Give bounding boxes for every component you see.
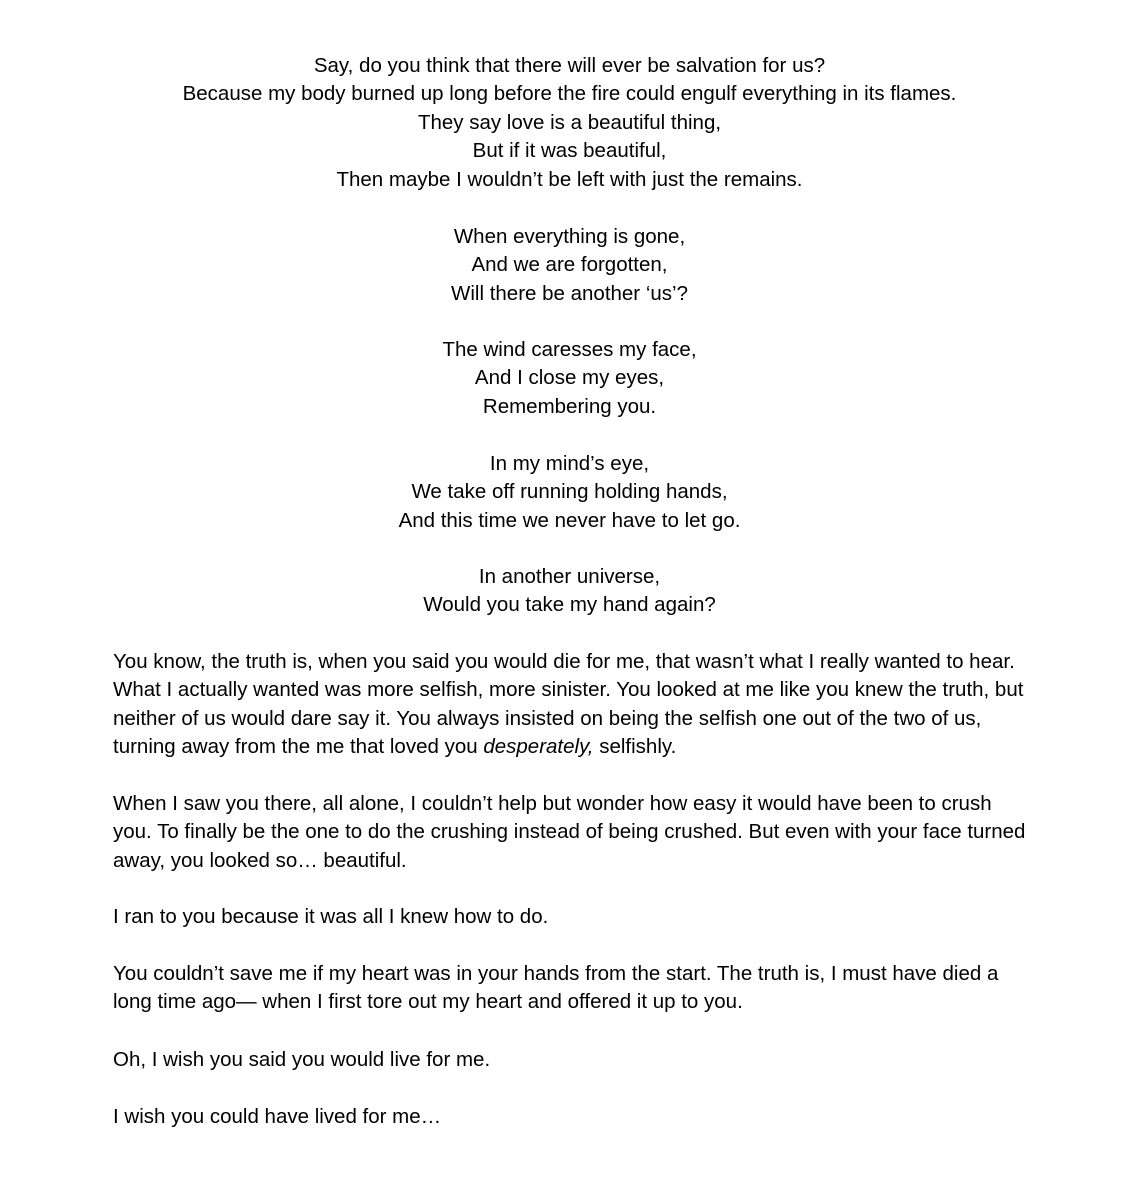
- paragraph-text: selfishly.: [593, 735, 677, 759]
- poem-line: Say, do you think that there will ever be salvation for us?: [313, 54, 826, 77]
- prose-paragraph-2: When I saw you there, all alone, I couldn’t help but wonder how easy it would have been to crush you. To finally be the one to do the crushing instead of being crushed. But even with your face turned away, you looked so… beautiful.: [113, 792, 1026, 872]
- poem-stanza-3: [0, 336, 1125, 421]
- poem-line: When everything is gone,: [453, 225, 686, 248]
- poem-line: We take off running holding hands,: [411, 480, 728, 504]
- prose-paragraph-3: I ran to you because it was all I knew how to do.: [113, 905, 549, 928]
- poem-line: In another universe,: [478, 565, 661, 588]
- poem-line: And we are forgotten,: [471, 253, 668, 277]
- poem-stanza-1: [0, 52, 1125, 194]
- poem-stanza-4: [0, 450, 1125, 535]
- prose-paragraph-5: Oh, I wish you said you would live for me.: [113, 1048, 491, 1071]
- prose-paragraph-1: [113, 648, 1033, 762]
- paragraph-text: You know, the truth is, when you said you would die for me, that wasn’t what I really wanted to hear. What I actually wanted was more selfish, more sinister. You looked at me like you knew the truth, but neither of us would dare say it. You always insisted on being the selfish one out of the two of us, turning away from the me that loved you: [113, 650, 1024, 759]
- poem-line: The wind caresses my face,: [442, 338, 697, 361]
- poem-line: In my mind’s eye,: [489, 452, 650, 475]
- poem-line: Would you take my hand again?: [423, 593, 716, 617]
- poem-line: They say love is a beautiful thing,: [417, 110, 722, 134]
- prose-paragraph-6: I wish you could have lived for me…: [113, 1105, 442, 1128]
- poem-stanza-2: [0, 223, 1125, 308]
- poem-line: And I close my eyes,: [474, 366, 665, 390]
- poem-stanza-5: [0, 563, 1125, 620]
- poem-line: Remembering you.: [482, 394, 657, 418]
- poem-line: Because my body burned up long before the fire could engulf everything in its flames.: [182, 82, 957, 106]
- emphasized-word: desperately,: [483, 735, 594, 759]
- poem-line: But if it was beautiful,: [472, 139, 667, 163]
- poem-line: And this time we never have to let go.: [398, 508, 741, 532]
- poem-line: Will there be another ‘us’?: [450, 281, 688, 305]
- poem-line: Then maybe I wouldn’t be left with just the remains.: [336, 167, 803, 191]
- prose-paragraph-4: You couldn’t save me if my heart was in your hands from the start. The truth is, I must have died a long time ago— when I first tore out my heart and offered it up to you.: [113, 962, 999, 1014]
